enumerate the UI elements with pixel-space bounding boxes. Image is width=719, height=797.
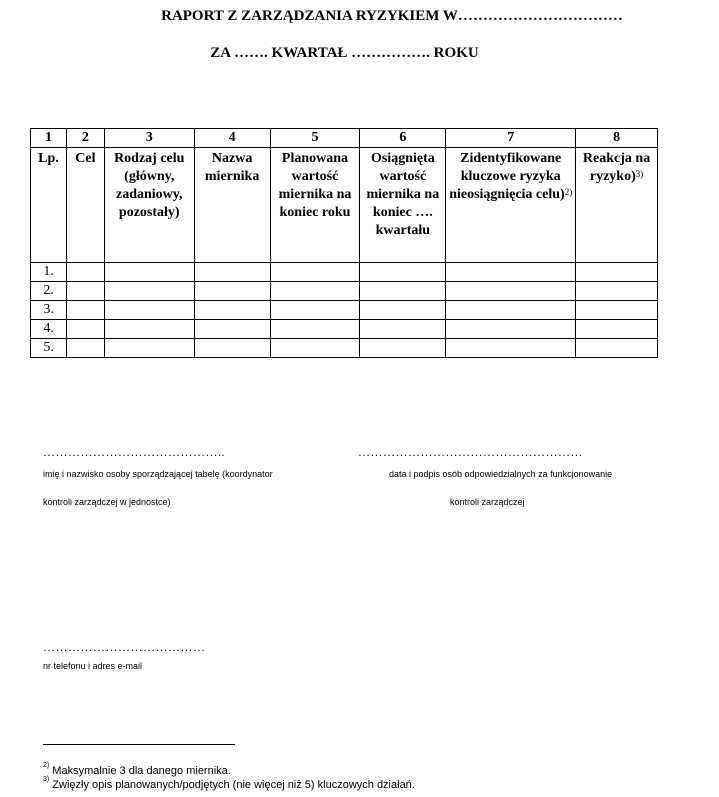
column-number: 2 <box>66 129 104 148</box>
row-number: 3. <box>31 301 67 320</box>
preparer-signature-line: …………………………………….. <box>43 445 225 459</box>
table-cell[interactable] <box>66 320 104 339</box>
table-cell[interactable] <box>194 320 270 339</box>
table-cell[interactable] <box>446 339 576 358</box>
responsible-caption-line2: kontroli zarządczej <box>450 497 525 507</box>
table-cell[interactable] <box>360 282 446 301</box>
row-number: 5. <box>31 339 67 358</box>
table-cell[interactable] <box>66 339 104 358</box>
table-cell[interactable] <box>104 282 194 301</box>
footnote-mark: 3) <box>43 776 50 783</box>
header-nazwa-miernika: Nazwa miernika <box>194 148 270 263</box>
responsible-signature-line: ……………………………………………… <box>358 445 583 459</box>
column-header-row <box>31 148 658 263</box>
column-number: 3 <box>104 129 194 148</box>
table-cell[interactable] <box>360 339 446 358</box>
table-cell[interactable] <box>104 301 194 320</box>
footnote-2 <box>43 762 231 777</box>
preparer-caption-line1: imię i nazwisko osoby sporządzającej tabelę (koordynator <box>43 469 273 479</box>
column-number: 6 <box>360 129 446 148</box>
contact-caption: nr telefonu i adres e-mail <box>43 661 143 671</box>
responsible-caption-line1: data i podpis osób odpowiedzialnych za funkcjonowanie <box>389 469 613 479</box>
table-cell[interactable] <box>104 320 194 339</box>
table-cell[interactable] <box>576 282 658 301</box>
header-zidentyfikowane-text: Zidentyfikowane kluczowe ryzyka nieosiągnięcia celu) <box>449 151 565 202</box>
header-reakcja-na-ryzyko <box>576 148 658 263</box>
header-osiagnieta-wartosc: Osiągnięta wartość miernika na koniec …. kwartału <box>360 148 446 263</box>
table-cell[interactable] <box>270 339 360 358</box>
table-cell[interactable] <box>360 301 446 320</box>
row-number: 1. <box>31 263 67 282</box>
table-cell[interactable] <box>104 339 194 358</box>
row-number: 4. <box>31 320 67 339</box>
table-cell[interactable] <box>446 320 576 339</box>
table-cell[interactable] <box>66 301 104 320</box>
column-number: 7 <box>446 129 576 148</box>
footnote-ref-3: 3) <box>635 169 644 179</box>
column-number: 8 <box>576 129 658 148</box>
table-cell[interactable] <box>360 320 446 339</box>
table-cell[interactable] <box>194 339 270 358</box>
risk-table <box>30 128 658 358</box>
table-cell[interactable] <box>194 301 270 320</box>
table-row <box>31 339 658 358</box>
header-rodzaj-celu: Rodzaj celu (główny, zadaniowy, pozostały) <box>104 148 194 263</box>
table-cell[interactable] <box>270 301 360 320</box>
report-subtitle: ZA ……. KWARTAŁ ……………. ROKU <box>210 45 479 61</box>
footnote-separator <box>43 744 235 745</box>
contact-line: ………………………………… <box>43 640 206 654</box>
table-row <box>31 263 658 282</box>
report-title: RAPORT Z ZARZĄDZANIA RYZYKIEM W…………………………… <box>161 8 623 24</box>
table-cell[interactable] <box>360 263 446 282</box>
table-cell[interactable] <box>270 263 360 282</box>
table-cell[interactable] <box>576 339 658 358</box>
column-number: 5 <box>270 129 360 148</box>
table-cell[interactable] <box>66 282 104 301</box>
header-reakcja-text: Reakcja na ryzyko) <box>582 151 651 184</box>
column-number-row <box>31 129 658 148</box>
row-number: 2. <box>31 282 67 301</box>
column-number: 1 <box>31 129 67 148</box>
footnote-ref-2: 2) <box>564 187 573 197</box>
footnote-text: Zwięzły opis planowanych/podjętych (nie więcej niż 5) kluczowych działań. <box>52 779 415 791</box>
footnote-mark: 2) <box>43 762 50 769</box>
table-cell[interactable] <box>194 263 270 282</box>
header-zidentyfikowane-ryzyka <box>446 148 576 263</box>
table-cell[interactable] <box>104 263 194 282</box>
table-cell[interactable] <box>446 301 576 320</box>
table-cell[interactable] <box>446 282 576 301</box>
table-cell[interactable] <box>446 263 576 282</box>
table-cell[interactable] <box>270 282 360 301</box>
table-row <box>31 301 658 320</box>
column-number: 4 <box>194 129 270 148</box>
table-cell[interactable] <box>270 320 360 339</box>
preparer-caption-line2: kontroli zarządczej w jednostce) <box>43 497 171 507</box>
header-lp: Lp. <box>31 148 67 263</box>
table-cell[interactable] <box>66 263 104 282</box>
header-planowana-wartosc: Planowana wartość miernika na koniec roku <box>270 148 360 263</box>
table-cell[interactable] <box>576 301 658 320</box>
header-cel: Cel <box>66 148 104 263</box>
table-row <box>31 320 658 339</box>
table-cell[interactable] <box>194 282 270 301</box>
table-cell[interactable] <box>576 263 658 282</box>
table-row <box>31 282 658 301</box>
table-cell[interactable] <box>576 320 658 339</box>
footnote-3 <box>43 776 415 791</box>
footnote-text: Maksymalnie 3 dla danego miernika. <box>52 765 231 777</box>
